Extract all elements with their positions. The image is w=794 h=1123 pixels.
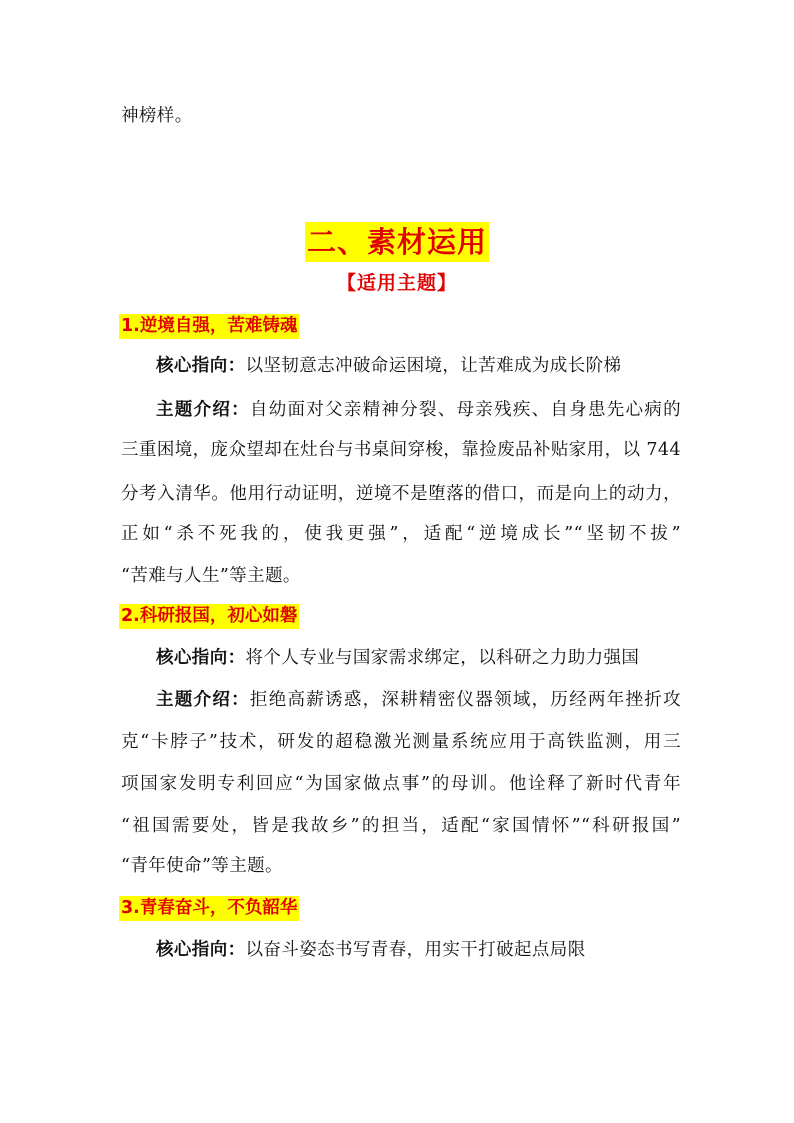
item-heading-3: 3.青春奋斗，不负韶华 bbox=[119, 896, 299, 921]
section-subtitle: 【适用主题】 bbox=[336, 272, 457, 294]
intro-line-1-5: “苦难与人生”等主题。 bbox=[121, 566, 301, 586]
core-direction-2 bbox=[156, 646, 716, 670]
intro-label: 主题介绍： bbox=[156, 400, 250, 420]
item-heading-2: 2.科研报国，初心如磐 bbox=[119, 604, 299, 629]
intro-line-1-2: 三重困境，庞众望却在灶台与书桌间穿梭，靠捡废品补贴家用，以 744 bbox=[121, 440, 681, 460]
core-text: 以坚韧意志冲破命运困境，让苦难成为成长阶梯 bbox=[245, 356, 622, 376]
intro-line-1-4: 正如“杀不死我的，使我更强”，适配“逆境成长”“坚韧不拔” bbox=[121, 524, 681, 544]
continued-paragraph-fragment: 神榜样。 bbox=[121, 106, 193, 126]
intro-line-1-3: 分考入清华。他用行动证明，逆境不是堕落的借口，而是向上的动力， bbox=[121, 484, 681, 504]
core-direction-3 bbox=[156, 938, 716, 962]
core-direction-1 bbox=[156, 354, 716, 378]
intro-line-2-3: 项国家发明专利回应“为国家做点事”的母训。他诠释了新时代青年 bbox=[121, 774, 681, 794]
core-label: 核心指向： bbox=[156, 356, 246, 376]
core-text: 将个人专业与国家需求绑定，以科研之力助力强国 bbox=[245, 648, 640, 668]
intro-label: 主题介绍： bbox=[156, 690, 250, 710]
intro-line-2-1 bbox=[156, 688, 681, 712]
intro-line-2-5: “青年使命”等主题。 bbox=[121, 856, 283, 876]
core-label: 核心指向： bbox=[156, 940, 246, 960]
intro-line-2-4: “祖国需要处，皆是我故乡”的担当，适配“家国情怀”“科研报国” bbox=[121, 816, 681, 836]
core-label: 核心指向： bbox=[156, 648, 246, 668]
section-subtitle-wrap bbox=[0, 270, 794, 296]
section-title-wrap bbox=[0, 222, 794, 262]
item-heading-1: 1.逆境自强，苦难铸魂 bbox=[119, 314, 299, 339]
core-text: 以奋斗姿态书写青春，用实干打破起点局限 bbox=[245, 940, 586, 960]
section-title: 二、素材运用 bbox=[305, 222, 489, 262]
intro-text: 拒绝高薪诱惑，深耕精密仪器领域，历经两年挫折攻 bbox=[249, 690, 682, 710]
intro-text: 自幼面对父亲精神分裂、母亲残疾、自身患先心病的 bbox=[249, 400, 682, 420]
intro-line-2-2: 克“卡脖子”技术，研发的超稳激光测量系统应用于高铁监测，用三 bbox=[121, 732, 681, 752]
intro-line-1-1 bbox=[156, 398, 681, 422]
